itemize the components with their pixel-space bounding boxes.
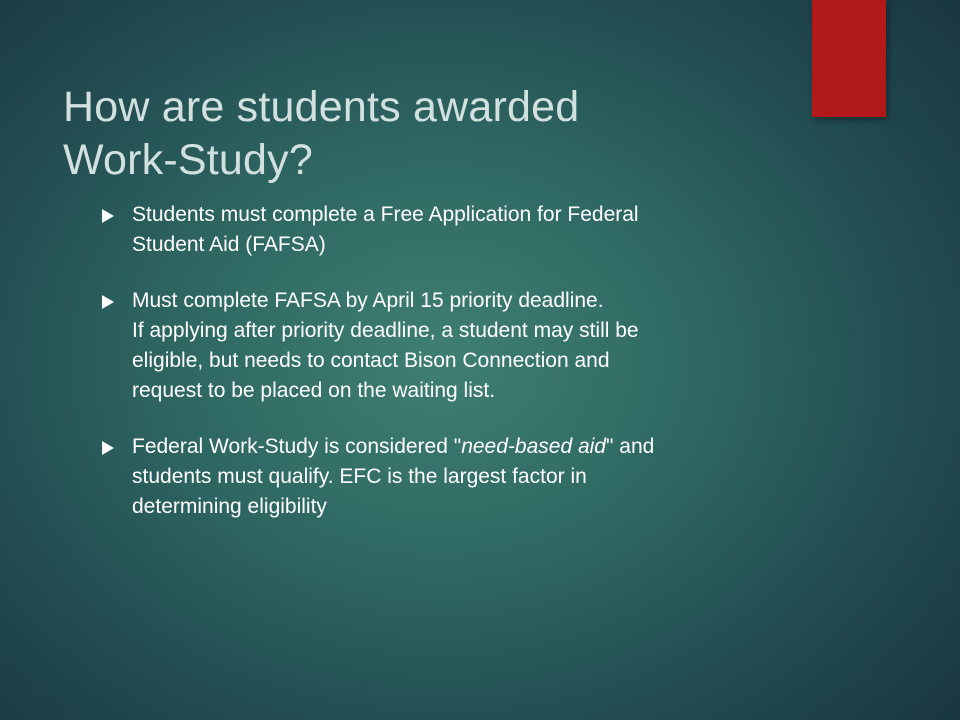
triangle-right-icon bbox=[102, 295, 114, 309]
title-line-2: Work-Study? bbox=[63, 135, 313, 184]
bullet-text: Students must complete a Free Application for Federal bbox=[132, 203, 639, 226]
title-line-1: How are students awarded bbox=[63, 82, 580, 131]
bullet-item-fafsa bbox=[102, 200, 872, 260]
bullet-text-pre: Federal Work-Study is considered " bbox=[132, 435, 462, 458]
bullet-text: eligible, but needs to contact Bison Connection and bbox=[132, 349, 610, 372]
bullet-text: request to be placed on the waiting list. bbox=[132, 379, 496, 402]
triangle-right-icon bbox=[102, 209, 114, 223]
bullet-text: Must complete FAFSA by April 15 priority deadline. bbox=[132, 289, 604, 312]
slide-title bbox=[63, 81, 783, 187]
bullet-list bbox=[102, 200, 872, 548]
bullet-item-need-based bbox=[102, 432, 872, 522]
bullet-text: If applying after priority deadline, a student may still be bbox=[132, 319, 639, 342]
bullet-text: students must qualify. EFC is the largest factor in bbox=[132, 465, 587, 488]
bullet-item-deadline bbox=[102, 286, 872, 406]
bullet-text-line bbox=[132, 432, 872, 462]
bullet-text-post: " and bbox=[606, 435, 655, 458]
accent-bar bbox=[812, 0, 886, 117]
bullet-text: Student Aid (FAFSA) bbox=[132, 233, 326, 256]
bullet-text-emphasis: need-based aid bbox=[461, 435, 606, 458]
bullet-text: determining eligibility bbox=[132, 495, 327, 518]
triangle-right-icon bbox=[102, 441, 114, 455]
